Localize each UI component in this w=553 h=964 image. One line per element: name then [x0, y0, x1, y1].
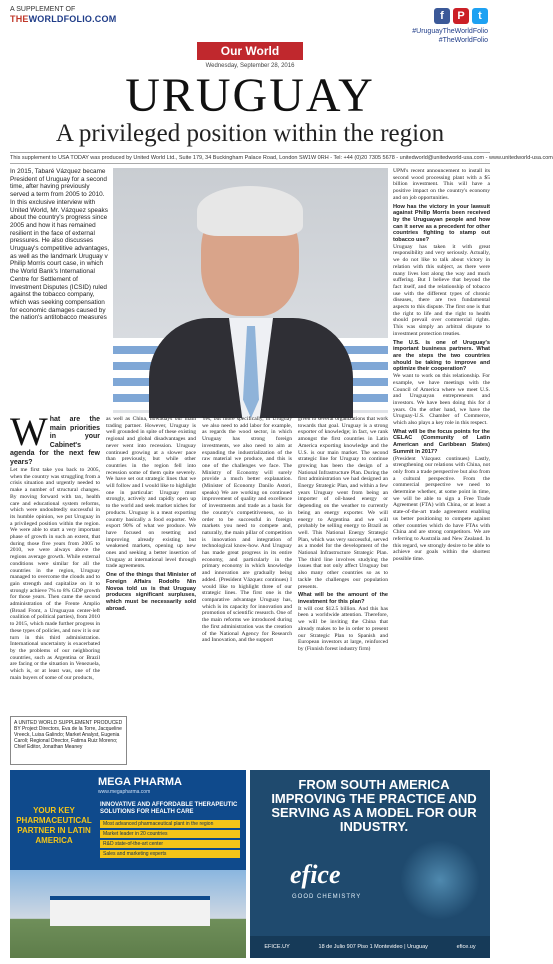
- section-band: Our World: [197, 42, 303, 60]
- hashtags: [412, 27, 488, 45]
- social-icons: [434, 8, 488, 24]
- column-question: One of the things that Minister of Foreign Affairs Rodolfo Nin Novoa told us is that Uruguay produces significant surpluses, which must be necessarily sold abroad.: [106, 572, 196, 612]
- decorative-orb: [400, 840, 480, 920]
- credit-line: This supplement to USA TODAY was produced by United World Ltd., Suite 179, 34 Buckingham Palace Road, London SW1W 0RH - Tel: +44 (0)20 7305 5678 - unitedworld@unitedworld-usa.com - www.unitedworld-usa.com: [10, 155, 553, 161]
- lede-question: hat are the main priorities in your Cabinet's agenda for the next few years?: [10, 416, 100, 466]
- article-column-4: [298, 416, 388, 716]
- right-paragraph: Uruguay has taken it with great responsibility and very seriously. Actually, we do not like to talk about victory in relation with this subject, as there were many lives lost along the way and much suffering. But I believe that beyond the fact itself, and the relationship of tobacco use with the different types of chronic diseases, there are two fundamental aspects to this dispute. The first one is that the right to life and the right to health should prevail over commercial rights. This was simply an arbitral dispute to investment protection treaties.: [393, 243, 490, 337]
- hashtag-worldfolio[interactable]: #TheWorldFolio: [438, 37, 488, 44]
- brand-logo[interactable]: [10, 14, 116, 24]
- ad-right-heading: INNOVATIVE AND AFFORDABLE THERAPEUTIC SOLUTIONS FOR HEALTH CARE: [100, 802, 238, 815]
- efice-ad[interactable]: [250, 770, 490, 958]
- megapharma-logo: MEGA PHARMA: [98, 776, 182, 788]
- article-column-3: [202, 416, 292, 716]
- right-column: [393, 168, 490, 563]
- megapharma-url[interactable]: www.megapharma.com: [98, 789, 151, 795]
- right-paragraph: We want to work on this relationship. For example, we have meetings with the Council of America where we meet U.S. and Uruguayan entrepreneurs and investors. We have been doing this for 4 years. On the other hand, we have the Uruguay-U.S. Chamber of Commerce, which also plays a key role in this respect.: [393, 373, 490, 427]
- pinterest-icon[interactable]: P: [453, 8, 469, 24]
- hair-shape: [197, 186, 303, 236]
- divider: [10, 152, 490, 153]
- ad-bullets: [100, 820, 240, 860]
- efice-tagline: GOOD CHEMISTRY: [292, 894, 362, 900]
- twitter-icon[interactable]: t: [472, 8, 488, 24]
- brand-logo-prefix: THE: [10, 14, 29, 24]
- divider: [10, 163, 490, 164]
- right-paragraph: (President Vázquez continues) Lastly, strengthening our relations with China, not only from a trade perspective but also from a cultural perspective. From the commercial perspective we need to determine whether, at some point in time, we will be able to sign a Free Trade Agreement (FTA) with China, or at least a state-of-the-art trade agreement enabling us better positioning to compete against other countries which do have FTAs with China and are strong competitors. We are referring to Australia and New Zealand. In this regard, we strongly desire to be able to achieve our goals within the shortest possible time.: [393, 455, 490, 563]
- efice-address: 18 de Julio 907 Piso 1 Montevideo | Uruguay: [318, 944, 428, 950]
- ad-bullet: R&D state-of-the-art center: [100, 840, 240, 848]
- president-photo: [113, 168, 388, 413]
- right-question: What will be the focus points for the CELAC (Community of Latin American and Caribbean States) Summit in 2017?: [393, 428, 490, 455]
- column-question: What will be the amount of the investment for this plan?: [298, 592, 388, 605]
- efice-social[interactable]: efice.uy: [456, 944, 476, 950]
- intro-text: In 2015, Tabaré Vázquez became President of Uruguay for a second time, after having previously served a term from 2005 to 2010. In this exclusive interview with United World, Mr. Vázquez speaks about the country's progress since 2005 and how it has remained resilient in the face of external pressures. He also discusses Uruguay's competitive advantages, as well as the landmark Uruguay v Philip Morris court case, in which the World Bank's International Centre for Settlement of Investment Disputes (ICSID) ruled against the tobacco company, which was seeking compensation for economic damages caused by the nation's antitobacco measures: [10, 168, 110, 322]
- column-text: Let me first take you back to 2005, when the country was struggling from a crisis situation and urgently needed to make a number of structural changes. By moving forward with tax, health care and educational system reforms, which were undoubtedly successful in its humble opinion, we put Uruguay in a privileged position within the region. We were able to start a very important phase of growth in such an extent, that during those five years from 2005 to 2010, we were always above the regions average growth. While external conditions were similar for all the countries in the region, Uruguay managed to overcome the clouds and to gain strength and capitalize on it to strongly achieve 7% to 8% GDP growth for those years. Then came the second administration of the Frente Amplio (Broad Front, a Uruguayan center-left coalition of political parties), from 2010 to 2015, which made further progress in these types of policies, and now it is our turn in this third administration. International uncertainty is exacerbated by the problems of our neighboring countries, such as Argentina or Brazil are facing or the situation in Venezuela, which is, or at least was, one of the main buyers of some of our products,: [10, 467, 100, 681]
- page-subtitle: A privileged position within the region: [55, 120, 445, 147]
- building-shape: [50, 896, 210, 926]
- right-paragraph: UPM's recent announcement to install its second wood processing plant with a $5 billion investment. This will have a positive impact on the country's economy and on job opportunities.: [393, 168, 490, 201]
- article-column-2: [106, 416, 196, 716]
- hashtag-uruguay[interactable]: #UruguayTheWorldFolio: [412, 28, 488, 35]
- megapharma-ad[interactable]: [10, 770, 246, 958]
- ad-bullet: Market leader in 20 countries: [100, 830, 240, 838]
- article-column-1: [10, 409, 100, 716]
- dateline: Wednesday, September 28, 2016: [205, 63, 295, 69]
- column-text: It will cost $12.5 billion. And this has been a worldwide attention. Therefore, we will be inviting the China that already makes to be in order to present our Strategic Plan to Spanish and European investors at large, reinforced by (Finnish forest industry firm): [298, 605, 388, 652]
- efice-web[interactable]: EFICE.UY: [264, 944, 290, 950]
- efice-logo: efice: [290, 860, 341, 889]
- page-title: URUGUAY: [125, 69, 375, 122]
- article-columns: [10, 409, 388, 716]
- staff-box: A UNITED WORLD SUPPLEMENT PRODUCED BY Project Directors, Eva de la Torre, Jacqueline Vreeck, Luisa Galindo; Market Analyst, Eugenia Caroli; Regional Director, Fatima Ruiz Moreno; Chief Editor, Jonathan Meaney: [10, 716, 127, 765]
- efice-headline: FROM SOUTH AMERICA IMPROVING THE PRACTICE AND SERVING AS A MODEL FOR OUR INDUSTRY.: [271, 777, 477, 834]
- column-text: given to several organizations that work towards that goal. Uruguay is a strong exporter of knowledge; in fact, we rank amongst the first countries in Latin America exporting knowledge and the U.S. is our main market. The second strategic line for Uruguay to continue growing has been the design of a National Infrastructure Plan. During the first administration we had designed an Energy Strategic Plan, and within a few years Uruguay went from being an importer of oil-based energy or depending on the weather to currently being an energy exporter. We will energy to Argentina and we will probably be selling energy to Brazil as well. This National Energy Strategic Plan, which was very successful, served as a model for the development of the National Infrastructure Strategic Plan. The third line involves studying the issues that not only affect Uruguay but also many other countries so as to tackle the challenges our population presents.: [298, 416, 388, 590]
- right-question: How has the victory in your lawsuit against Philip Morris been received by the Uruguayan people and how can it serve as a precedent for other countries fighting to stamp out tobacco use?: [393, 203, 490, 244]
- supplement-label: A SUPPLEMENT OF: [10, 6, 76, 13]
- ad-bullet: Sales and marketing experts: [100, 850, 240, 858]
- drop-cap: W: [10, 409, 48, 454]
- right-question: The U.S. is one of Uruguay's important business partners. What are the steps the two countries should be taking to improve and optimize their cooperation?: [393, 339, 490, 373]
- efice-footer: [250, 936, 490, 958]
- ad-left-heading: YOUR KEY PHARMACEUTICAL PARTNER IN LATIN AMERICA: [16, 806, 92, 845]
- facebook-icon[interactable]: f: [434, 8, 450, 24]
- brand-logo-main: WORLDFOLIO.COM: [28, 14, 117, 24]
- ad-bullet: Most advanced pharmaceutical plant in the region: [100, 820, 240, 828]
- column-text: as well as China, nowadays our main trading partner. However, Uruguay is well grounded in spite of these existing regional and global disadvantages and never went into recession. Uruguay continued growing at a slower pace than previously, but while other countries in the region fell into recession some of them quite severely. We have set out strategic lines that we will follow and I would like to highlight one in particular: Uruguay must strongly, actively and rapidly open up to the world and seek market niches for products. Uruguay is a meat exporting country basically a food exporter. We export 90% of what we produce. We have focused on resetting and improving already existing but weakened markets, opening up new ones and seeking a better insertion of Uruguay at international level through trade agreements.: [106, 416, 196, 570]
- column-text: Yes, but more specifically, in Uruguay we also need to add labor for example, as regards the wood sector, in which Uruguay has strong foreign investments, we also need to aim at expanding the industrialization of the raw material we produce, and this is one of the challenges we face. The Ministry of Economy will surely provide a much better explanation. (Minister of Economy Danilo Astori, speaks) We are working on continued improvement of quality and excellence of investments and trade as a basis for the country's competitiveness, so in order to be successful in foreign markets you need to compete and, naturally, the main pillar of competition is innovation and integration of technological know-how. And Uruguay has made great progress in its entire economy, and particularly in the primary economy in which knowledge and innovation are gradually being added. (President Vázquez continues) I would like to highlight three of our strategic lines. The first one is the comparative advantage Uruguay has, which is its capacity for innovation and promotion of scientific research. One of the main reforms we introduced during the first administration was the creation of the National Agency for Research and Innovation, and the support: [202, 416, 292, 644]
